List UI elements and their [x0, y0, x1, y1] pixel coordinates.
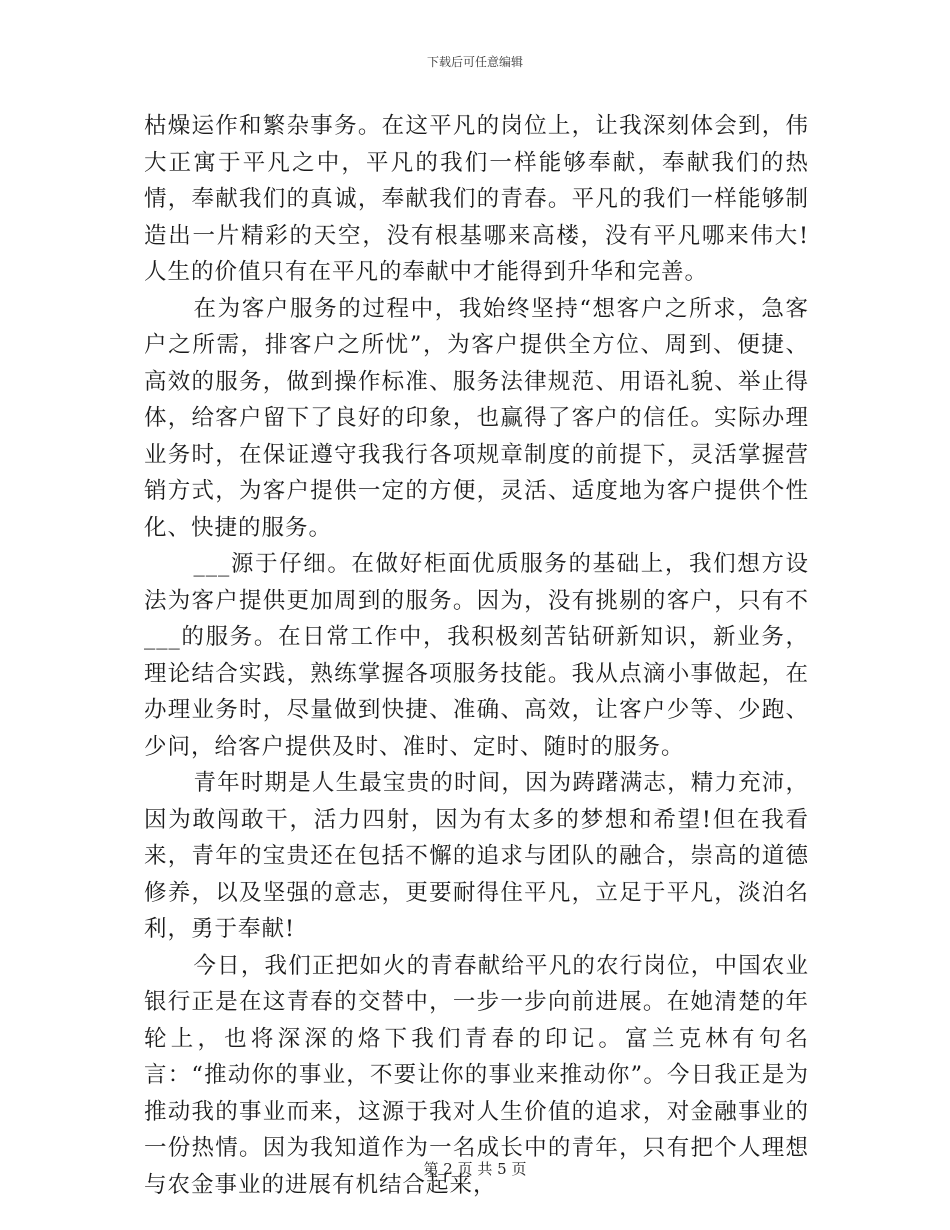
- paragraph-customer-service: 在为客户服务的过程中，我始终坚持“想客户之所求，急客户之所需，排客户之所忧”，为客户提供全方位、周到、便捷、高效的服务，做到操作标准、服务法律规范、用语礼貌、举止得体，给客户留下了良好的印象，也赢得了客户的信任。实际办理业务时，在保证遵守我我行各项规章制度的前提下，灵活掌握营销方式，为客户提供一定的方便，灵活、适度地为客户提供个性化、快捷的服务。: [144, 295, 809, 541]
- page-header: 下载后可任意编辑: [426, 55, 523, 69]
- paragraph-youth: 青年时期是人生最宝贵的时间，因为踌躇满志，精力充沛，因为敢闯敢干，活力四射，因为有太多的梦想和希望!但在我看来，青年的宝贵还在包括不懈的追求与团队的融合，崇高的道德修养，以及坚强的意志，更要耐得住平凡，立足于平凡，淡泊名利，勇于奉献!: [144, 770, 809, 942]
- paragraph-career: 今日，我们正把如火的青春献给平凡的农行岗位，中国农业银行正是在这青春的交替中，一步一步向前进展。在她清楚的年轮上，也将深深的烙下我们青春的印记。富兰克林有句名言：“推动你的事业，不要让你的事业来推动你”。今日我正是为推动我的事业而来，这源于我对人生价值的追求，对金融事业的一份热情。因为我知道作为一名成长中的青年，只有把个人理想与农金事业的进展有机结合起来，: [144, 952, 809, 1198]
- paragraph-continuation: 枯燥运作和繁杂事务。在这平凡的岗位上，让我深刻体会到，伟大正寓于平凡之中，平凡的我们一样能够奉献，奉献我们的热情，奉献我们的真诚，奉献我们的青春。平凡的我们一样能够制造出一片精彩的天空，没有根基哪来高楼，没有平凡哪来伟大!人生的价值只有在平凡的奉献中才能得到升华和完善。: [144, 113, 809, 285]
- page-number: 第 2 页 共 5 页: [423, 1160, 527, 1178]
- document-body: [144, 108, 809, 1203]
- paragraph-detail-service: ___源于仔细。在做好柜面优质服务的基础上，我们想方设法为客户提供更加周到的服务。因为，没有挑剔的客户，只有不___的服务。在日常工作中，我积极刻苦钻研新知识，新业务，理论结合实践，熟练掌握各项服务技能。我从点滴小事做起，在办理业务时，尽量做到快捷、准确、高效，让客户少等、少跑、少问，给客户提供及时、准时、定时、随时的服务。: [144, 551, 809, 760]
